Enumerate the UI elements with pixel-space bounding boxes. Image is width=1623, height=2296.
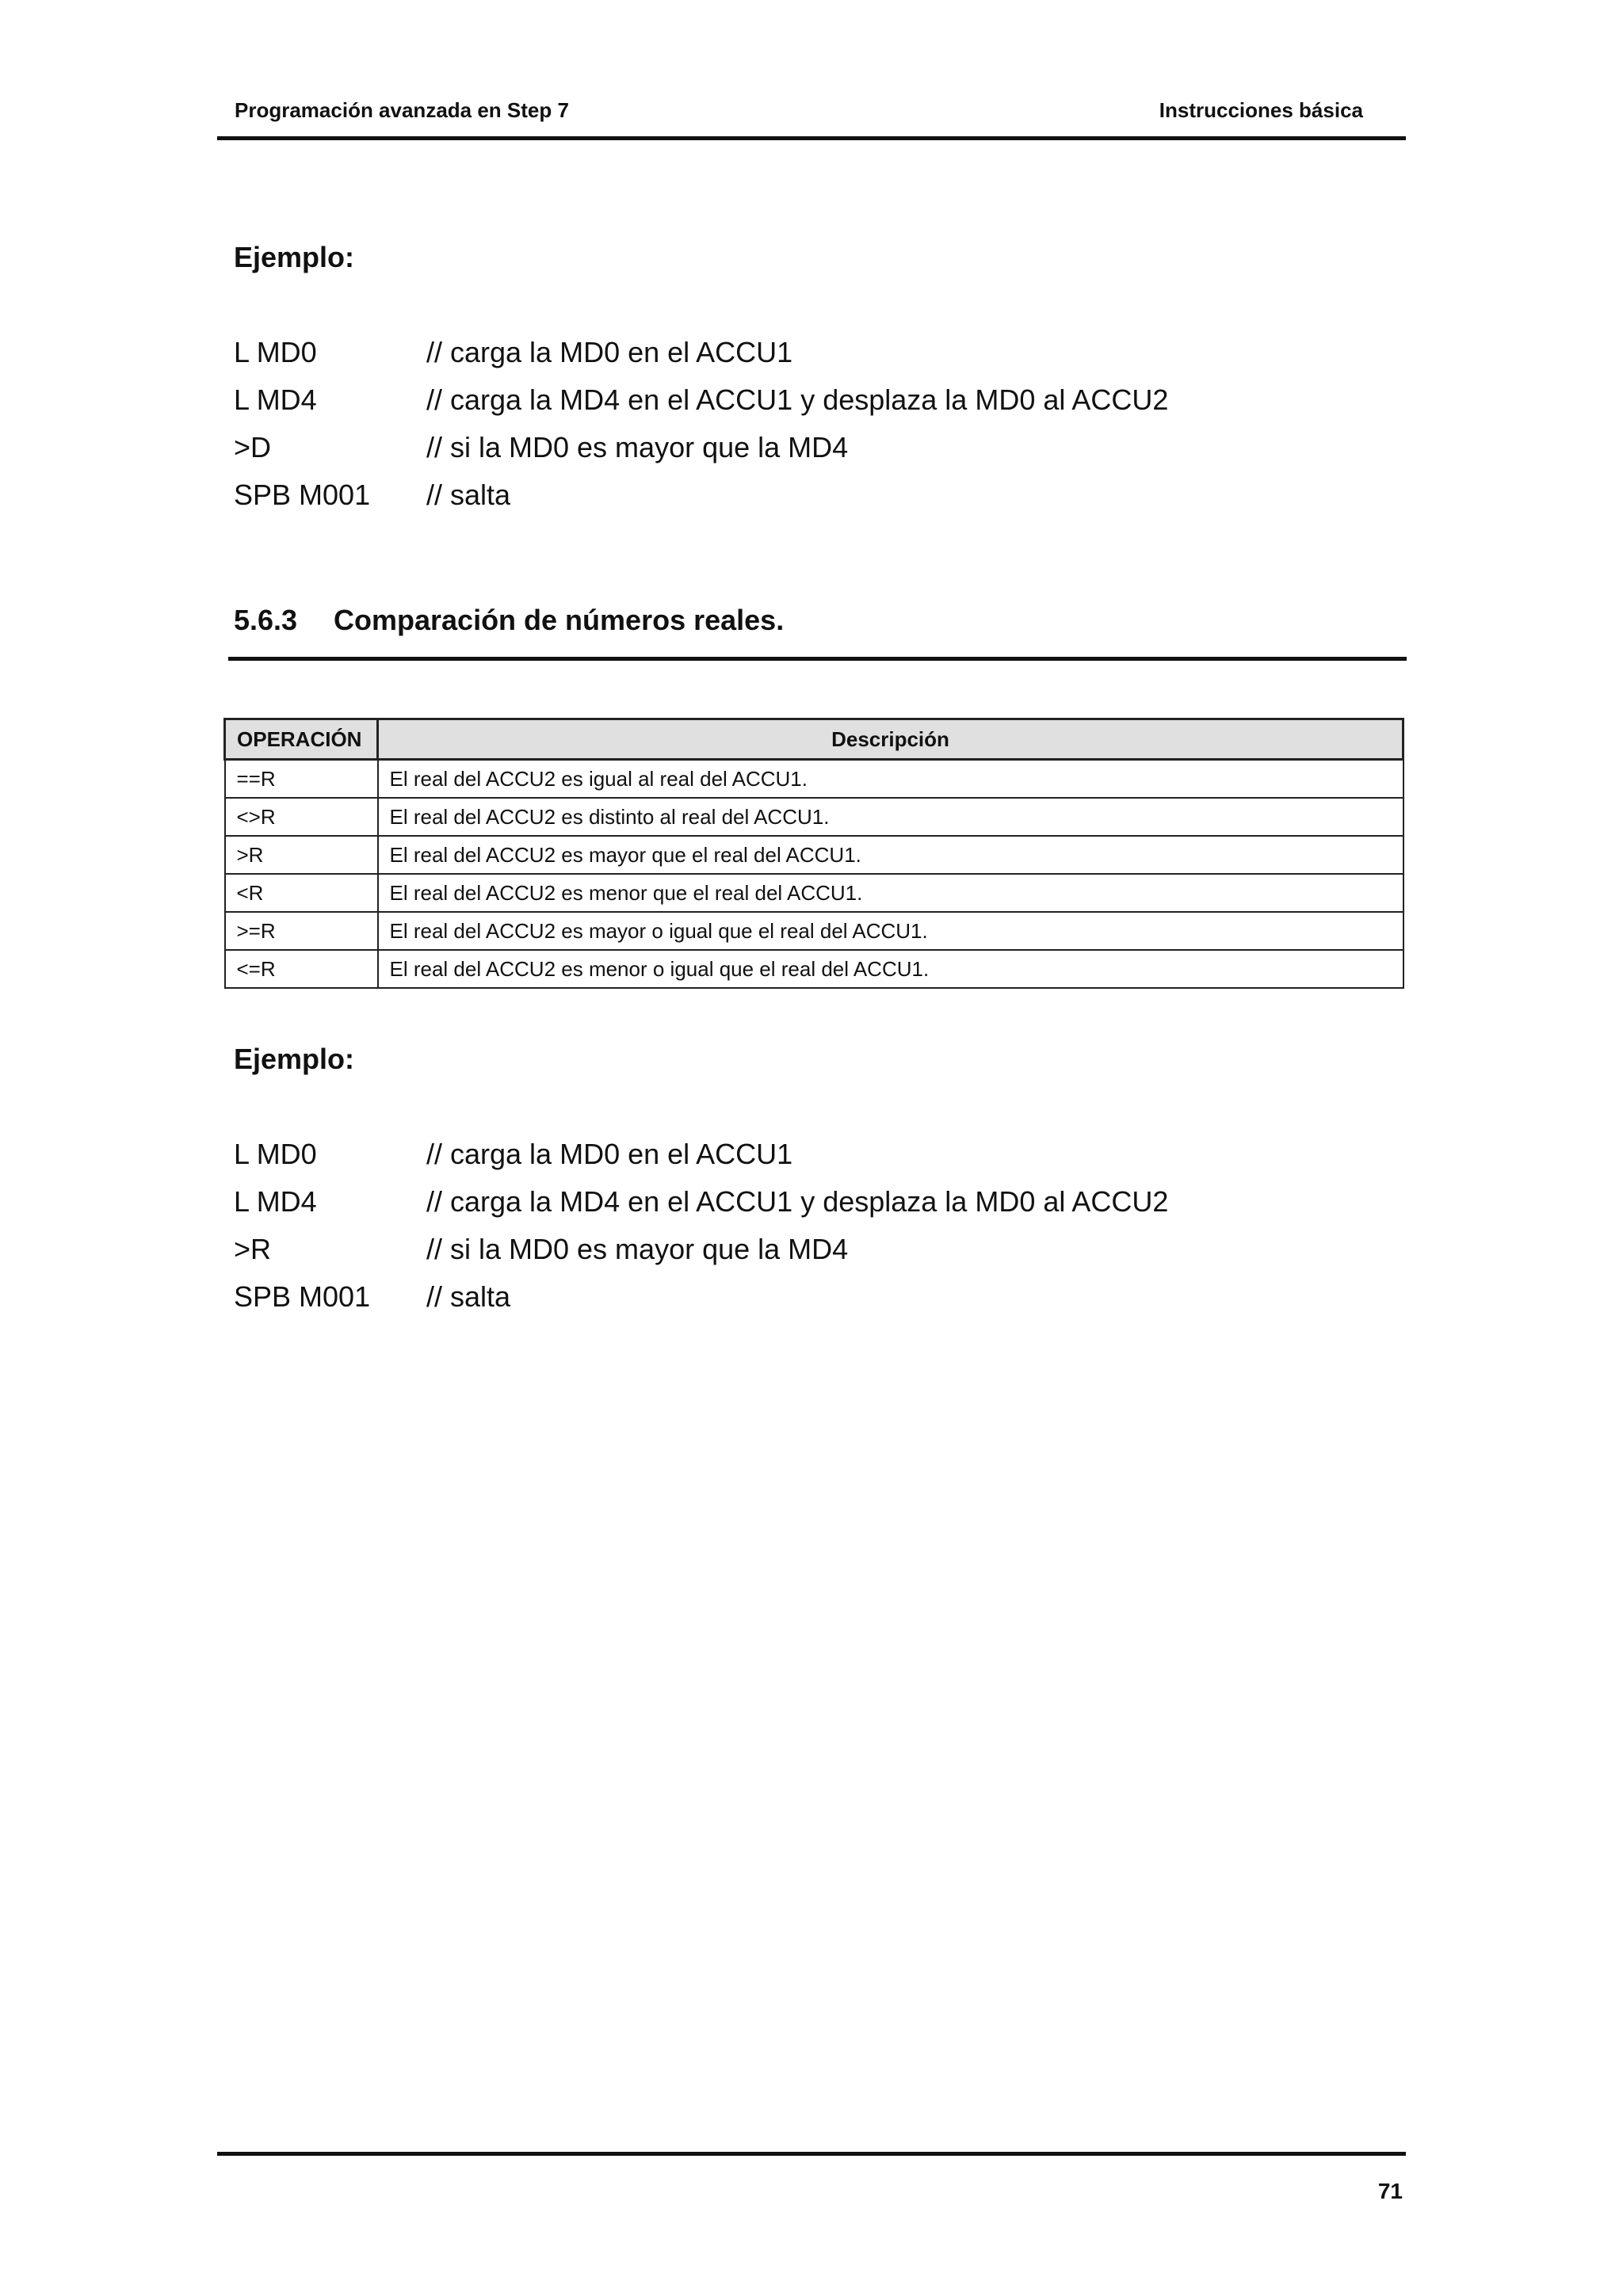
code-instruction: >R: [234, 1233, 272, 1265]
code-instruction: L MD0: [234, 336, 317, 368]
table-header-row: [225, 719, 1403, 760]
operation-cell: >=R: [225, 912, 378, 950]
code-instruction: L MD4: [234, 383, 317, 416]
code-instruction: L MD0: [234, 1138, 317, 1170]
section-number: 5.6.3: [234, 604, 298, 636]
description-cell: El real del ACCU2 es menor o igual que el real del ACCU1.: [378, 950, 1403, 988]
code-comment: // salta: [426, 1280, 511, 1313]
table-row: [225, 950, 1403, 988]
section-divider: [228, 657, 1407, 661]
code-instruction: SPB M001: [234, 1280, 371, 1313]
description-cell: El real del ACCU2 es igual al real del ACCU1.: [378, 760, 1403, 799]
operation-cell: <=R: [225, 950, 378, 988]
description-cell: El real del ACCU2 es mayor que el real del ACCU1.: [378, 836, 1403, 874]
code-comment: // si la MD0 es mayor que la MD4: [426, 1233, 849, 1265]
comparison-table: [223, 718, 1404, 989]
operation-cell: ==R: [225, 760, 378, 799]
table-row: [225, 798, 1403, 836]
code-instruction: >D: [234, 431, 272, 463]
code-comment: // si la MD0 es mayor que la MD4: [426, 431, 849, 463]
code-comment: // carga la MD0 en el ACCU1: [426, 336, 793, 368]
operation-cell: <>R: [225, 798, 378, 836]
footer-divider: [217, 2152, 1406, 2156]
table-row: [225, 836, 1403, 874]
table-row: [225, 874, 1403, 912]
code-comment: // carga la MD0 en el ACCU1: [426, 1138, 793, 1170]
table-row: [225, 912, 1403, 950]
description-cell: El real del ACCU2 es mayor o igual que el real del ACCU1.: [378, 912, 1403, 950]
example-heading: Ejemplo:: [234, 1043, 355, 1075]
code-instruction: SPB M001: [234, 479, 371, 511]
header-divider: [217, 136, 1406, 140]
code-instruction: L MD4: [234, 1185, 317, 1218]
section-title: Comparación de números reales.: [334, 604, 785, 636]
code-comment: // carga la MD4 en el ACCU1 y desplaza la MD0 al ACCU2: [426, 1185, 1169, 1218]
table-row: [225, 760, 1403, 799]
description-cell: El real del ACCU2 es distinto al real del ACCU1.: [378, 798, 1403, 836]
description-cell: El real del ACCU2 es menor que el real del ACCU1.: [378, 874, 1403, 912]
running-header-chapter: Instrucciones básica: [1159, 98, 1363, 122]
column-header-description: Descripción: [378, 719, 1403, 760]
code-comment: // salta: [426, 479, 511, 511]
column-header-operation: OPERACIÓN: [225, 719, 378, 760]
running-header-title: Programación avanzada en Step 7: [235, 98, 569, 122]
operation-cell: <R: [225, 874, 378, 912]
code-comment: // carga la MD4 en el ACCU1 y desplaza la MD0 al ACCU2: [426, 383, 1169, 416]
page-number: 71: [1377, 2179, 1403, 2203]
operation-cell: >R: [225, 836, 378, 874]
example-heading: Ejemplo:: [234, 241, 355, 273]
